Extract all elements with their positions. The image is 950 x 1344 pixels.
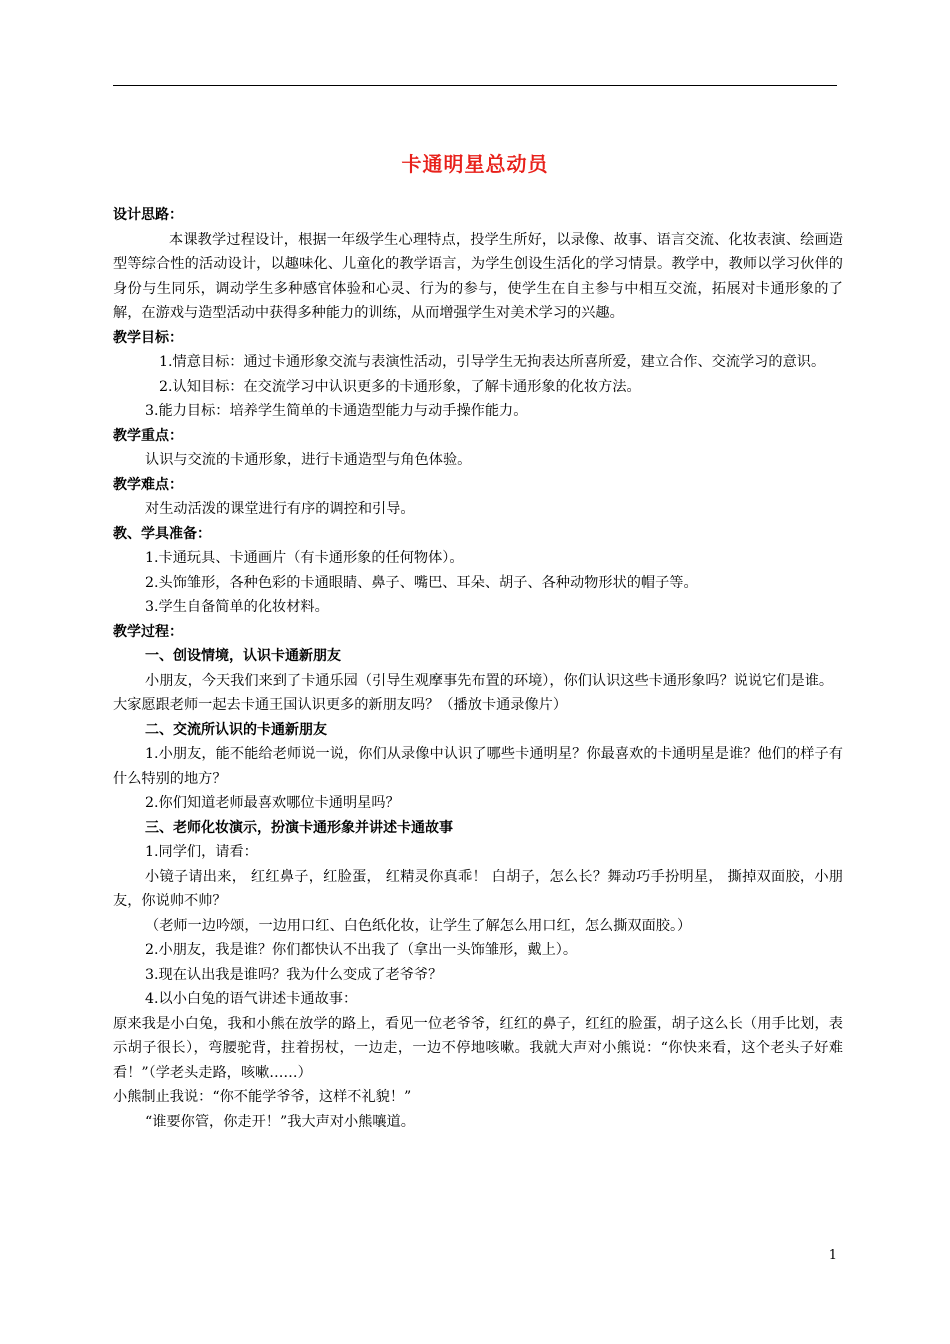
goal-1: 1.情意目标：通过卡通形象交流与表演性活动，引导学生无拘表达所喜所爱，建立合作、交流学习的意识。	[159, 354, 826, 370]
story-paragraph-2: 小熊制止我说：“你不能学爷爷，这样不礼貌！”	[113, 1089, 412, 1105]
prep-heading: 教、学具准备：	[113, 525, 211, 542]
goal-2: 2.认知目标：在交流学习中认识更多的卡通形象，了解卡通形象的化妆方法。	[159, 378, 641, 395]
page-number: 1	[828, 1248, 837, 1263]
page-title: 卡通明星总动员	[401, 152, 549, 176]
step1-text: 小朋友，今天我们来到了卡通乐园（引导生观摩事先布置的环境），你们认识这些卡通形象吗？说说它们是谁。	[145, 672, 834, 689]
prep-1: 1.卡通玩具、卡通画片（有卡通形象的任何物体）。	[145, 550, 464, 566]
step3-item-3: 3.现在认出我是谁吗？我为什么变成了老爷爷？	[145, 966, 443, 983]
key-text: 认识与交流的卡通形象，进行卡通造型与角色体验。	[145, 452, 472, 468]
prep-3: 3.学生自备简单的化妆材料。	[145, 599, 329, 615]
design-text: 本课教学过程设计，根据一年级学生心理特点，投学生所好，以录像、故事、语言交流、化妆表演、绘画造型等综合性的活动设计，以趣味化、儿童化的教学语言，为学生创设生活化的学习情景。教学中，教师以学习伙伴的身份与生同乐，调动学生多种感官体验和心灵、行为的参与，使学生在自主参与中相互交流，拓展对卡通形象的了解，在游戏与造型活动中获得多种能力的训练，从而增强学生对美术学习的兴趣。	[113, 231, 843, 321]
key-heading: 教学重点：	[113, 427, 183, 444]
difficulty-heading: 教学难点：	[113, 476, 183, 493]
design-heading: 设计思路：	[113, 207, 183, 223]
goals-heading: 教学目标：	[113, 329, 183, 346]
goal-3: 3.能力目标：培养学生简单的卡通造型能力与动手操作能力。	[145, 403, 528, 419]
step2-heading: 二、交流所认识的卡通新朋友	[145, 721, 327, 738]
story-paragraph-3: “谁要你管，你走开！”我大声对小熊嚷道。	[145, 1113, 415, 1130]
step1-text-2: 大家愿跟老师一起去卡通王国认识更多的新朋友吗？（播放卡通录像片）	[113, 697, 568, 713]
difficulty-text: 对生动活泼的课堂进行有序的调控和引导。	[145, 501, 415, 517]
process-heading: 教学过程：	[113, 623, 183, 640]
step3-item-1: 1.同学们，请看：	[145, 844, 258, 860]
document-body	[113, 203, 843, 1134]
step1-heading: 一、创设情境，认识卡通新朋友	[145, 648, 341, 664]
header-rule	[113, 85, 837, 86]
step3-item-2: 2.小朋友，我是谁？你们都快认不出我了（拿出一头饰雏形，戴上）。	[145, 942, 578, 958]
story-paragraph-1: 原来我是小白兔，我和小熊在放学的路上，看见一位老爷爷，红红的鼻子，红红的脸蛋，胡子这么长（用手比划，表示胡子很长），弯腰驼背，拄着拐杖，一边走，一边不停地咳嗽。我就大声对小熊说：“你快来看，这个老头子好难看！”（学老头走路，咳嗽……）	[113, 1015, 843, 1081]
prep-2: 2.头饰雏形，各种色彩的卡通眼睛、鼻子、嘴巴、耳朵、胡子、各种动物形状的帽子等。	[145, 574, 698, 591]
step3-note: （老师一边吟颂，一边用口红、白色纸化妆，让学生了解怎么用口红，怎么撕双面胶。）	[145, 917, 692, 934]
step3-rhyme: 小镜子请出来， 红红鼻子，红脸蛋， 红精灵你真乖！ 白胡子，怎么长？舞动巧手扮明星， 撕掉双面胶，小朋友，你说帅不帅？	[113, 868, 843, 909]
step2-item-1: 1.小朋友，能不能给老师说一说，你们从录像中认识了哪些卡通明星？你最喜欢的卡通明星是谁？他们的样子有什么特别的地方？	[113, 746, 843, 787]
step2-item-2: 2.你们知道老师最喜欢哪位卡通明星吗？	[145, 795, 400, 811]
step3-heading: 三、老师化妆演示，扮演卡通形象并讲述卡通故事	[145, 819, 453, 836]
step3-item-4: 4.以小白兔的语气讲述卡通故事：	[145, 991, 358, 1007]
